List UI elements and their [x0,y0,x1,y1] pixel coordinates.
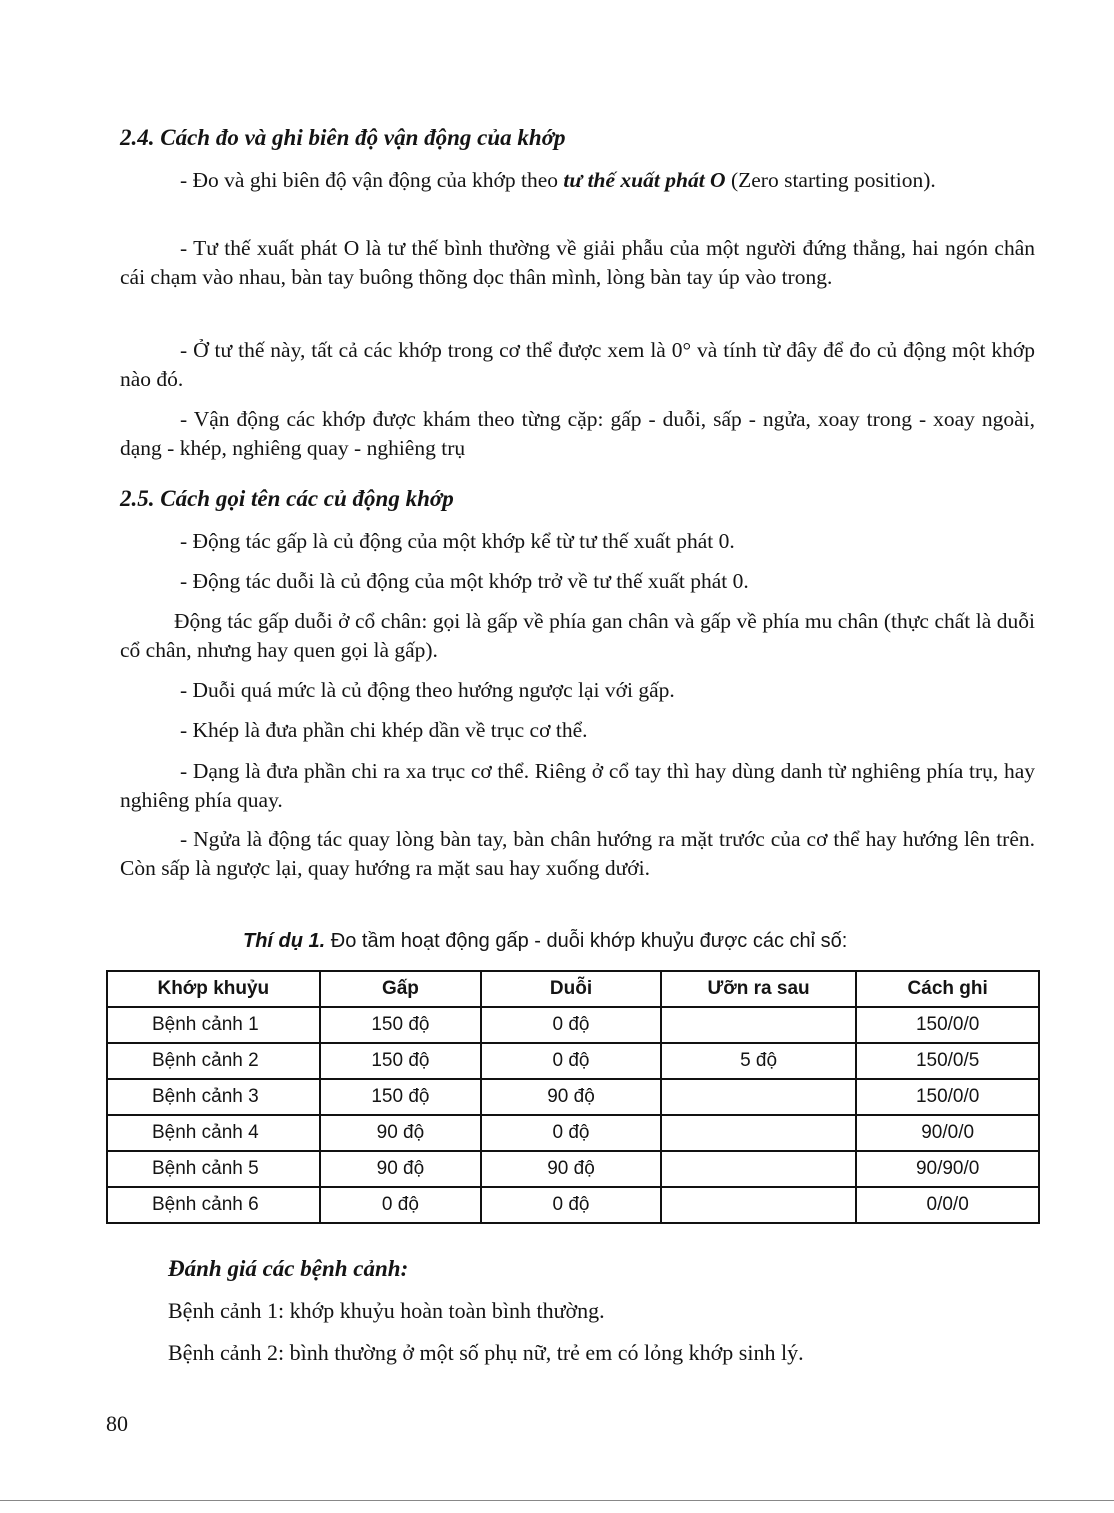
table-row [107,1079,1039,1115]
page-bottom-edge [0,1500,1114,1501]
table-cell: 5 độ [661,1043,857,1079]
table-cell: 0/0/0 [856,1187,1039,1223]
table-cell: 90 độ [481,1151,661,1187]
table-cell: 150 độ [320,1043,482,1079]
table-cell: Bệnh cảnh 2 [107,1043,320,1079]
evaluation-line-1: Bệnh cảnh 1: khớp khuỷu hoàn toàn bình thường. [168,1298,605,1323]
table-cell: 90/90/0 [856,1151,1039,1187]
paragraph-zero-position [120,166,1035,195]
table-cell: 150/0/0 [856,1007,1039,1043]
table-row [107,1007,1039,1043]
paragraph-movement-pairs: - Vận động các khớp được khám theo từng cặp: gấp - duỗi, sấp - ngửa, xoay trong - xoay ngoài, dạng - khép, nghiêng quay - nghiêng trụ [120,407,1035,460]
section-heading-2-4: 2.4. Cách đo và ghi biên độ vận động của khớp [120,125,566,150]
table-row [107,1115,1039,1151]
column-header: Duỗi [481,971,661,1007]
paragraph-flexion: - Động tác gấp là củ động của một khớp kể từ tư thế xuất phát 0. [180,529,735,553]
table-cell: 150/0/5 [856,1043,1039,1079]
table-cell: Bệnh cảnh 3 [107,1079,320,1115]
column-header: Khớp khuỷu [107,971,320,1007]
paragraph-zero-degree: - Ở tư thế này, tất cả các khớp trong cơ thể được xem là 0° và tính từ đây để đo củ động một khớp nào đó. [120,338,1035,391]
page-number: 80 [106,1411,128,1436]
paragraph-text: - Đo và ghi biên độ vận động của khớp theo [180,168,564,192]
paragraph-supination: - Ngửa là động tác quay lòng bàn tay, bàn chân hướng ra mặt trước của cơ thể hay hướng lên trên. Còn sấp là ngược lại, quay hướng ra mặt sau hay xuống dưới. [120,827,1035,880]
example-text: Đo tầm hoạt động gấp - duỗi khớp khuỷu được các chỉ số: [325,930,848,952]
table-cell [661,1115,857,1151]
table-cell: 0 độ [481,1007,661,1043]
table-cell: 90/0/0 [856,1115,1039,1151]
table-cell: 90 độ [320,1115,482,1151]
table-cell: Bệnh cảnh 5 [107,1151,320,1187]
range-of-motion-table [106,970,1040,1224]
paragraph-abduction: - Dạng là đưa phần chi ra xa trục cơ thể. Riêng ở cổ tay thì hay dùng danh từ nghiêng phía trụ, hay nghiêng phía quay. [120,759,1035,812]
paragraph-extension: - Động tác duỗi là củ động của một khớp trở về tư thế xuất phát 0. [180,569,749,593]
column-header: Gấp [320,971,482,1007]
evaluation-heading: Đánh giá các bệnh cảnh: [168,1256,409,1281]
table-cell [661,1151,857,1187]
example-label: Thí dụ 1. [243,930,326,952]
evaluation-line-2: Bệnh cảnh 2: bình thường ở một số phụ nữ, trẻ em có lỏng khớp sinh lý. [168,1340,804,1365]
table-row [107,1187,1039,1223]
table-cell [661,1007,857,1043]
column-header: Cách ghi [856,971,1039,1007]
column-header: Ưỡn ra sau [661,971,857,1007]
table-cell: 0 độ [320,1187,482,1223]
table-cell: 90 độ [481,1079,661,1115]
table-cell: 150 độ [320,1007,482,1043]
table-header-row [107,971,1039,1007]
table-row [107,1151,1039,1187]
table-cell: 0 độ [481,1115,661,1151]
table-cell: 150 độ [320,1079,482,1115]
table-cell: Bệnh cảnh 1 [107,1007,320,1043]
table-cell: Bệnh cảnh 6 [107,1187,320,1223]
paragraph-ankle: Động tác gấp duỗi ở cổ chân: gọi là gấp về phía gan chân và gấp về phía mu chân (thực chất là duỗi cổ chân, nhưng hay quen gọi là gấp). [120,609,1035,662]
emphasis-term: tư thế xuất phát O [563,168,726,192]
example-caption [243,930,847,953]
table-row [107,1043,1039,1079]
table-cell: Bệnh cảnh 4 [107,1115,320,1151]
table-cell [661,1187,857,1223]
section-heading-2-5: 2.5. Cách gọi tên các củ động khớp [120,486,454,511]
paragraph-zero-definition: - Tư thế xuất phát O là tư thế bình thường về giải phẫu của một người đứng thẳng, hai ngón chân cái chạm vào nhau, bàn tay buông thõng dọc thân mình, lòng bàn tay úp vào trong. [120,236,1035,289]
table-cell [661,1079,857,1115]
paragraph-adduction: - Khép là đưa phần chi khép dần về trục cơ thể. [180,718,588,742]
table-cell: 0 độ [481,1187,661,1223]
paragraph-text: (Zero starting position). [725,168,936,192]
paragraph-hyperextension: - Duỗi quá mức là củ động theo hướng ngược lại với gấp. [180,678,675,702]
table-cell: 150/0/0 [856,1079,1039,1115]
table-cell: 0 độ [481,1043,661,1079]
table-cell: 90 độ [320,1151,482,1187]
